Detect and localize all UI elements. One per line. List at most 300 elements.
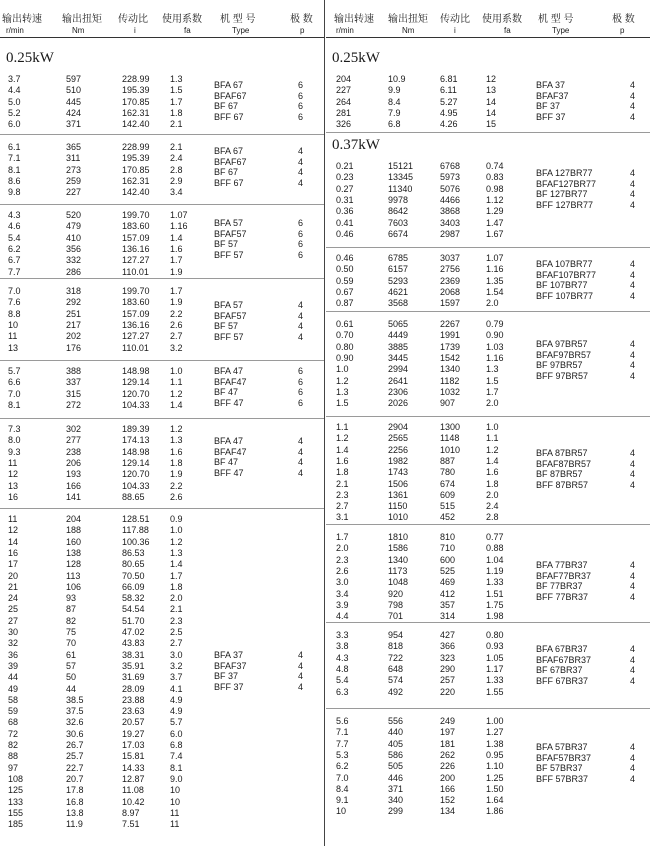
service-factor-cell: 1.17 [486,663,504,674]
ratio-cell: 104.33 [122,399,150,410]
model-type-label: BF 47 [214,457,239,467]
table-row [326,750,650,761]
speed-cell: 3.8 [336,641,349,652]
pole-count: 4 [298,177,304,188]
table-row [0,458,324,469]
pole-count: 4 [630,763,636,773]
model-type-label: BFAF57BR37 [536,752,592,763]
service-factor-cell: 4.9 [170,694,183,705]
service-factor-cell: 0.77 [486,532,504,542]
service-factor-cell: 1.75 [486,599,504,610]
table-row [0,717,324,728]
ratio-cell: 117.88 [122,525,149,536]
ratio-cell: 6768 [440,161,461,171]
speed-cell: 0.23 [336,172,354,183]
torque-cell: 9978 [388,194,409,205]
pole-count: 4 [630,581,636,591]
service-factor-cell: 2.0 [486,398,499,409]
table-row [0,187,324,198]
table-row [326,342,650,353]
ratio-cell: 54.54 [122,604,145,615]
model-type-label: BF 67 [214,101,239,111]
ratio-cell: 199.70 [122,210,150,220]
torque-cell: 648 [388,663,404,674]
service-factor-cell: 4.1 [170,683,183,694]
pole-count: 6 [298,218,304,228]
service-factor-cell: 1.55 [486,686,504,697]
torque-cell: 5065 [388,319,409,329]
service-factor-cell: 1.27 [486,727,504,738]
service-factor-cell: 1.0 [486,422,499,432]
torque-cell: 920 [388,588,404,599]
table-row [326,467,650,478]
service-factor-cell: 1.4 [486,455,499,466]
speed-cell: 11 [8,457,18,468]
ratio-cell: 469 [440,577,456,588]
ratio-cell: 80.65 [122,559,145,570]
service-factor-cell: 1.9 [170,266,183,277]
table-row [326,206,650,217]
header-type-unit: Type [552,26,570,35]
ratio-cell: 357 [440,599,456,610]
torque-cell: 57 [66,660,77,671]
service-factor-cell: 2.0 [170,593,183,604]
pole-count: 4 [630,269,636,280]
speed-cell: 4.8 [336,663,349,674]
ratio-cell: 174.13 [122,435,150,446]
service-factor-cell: 0.93 [486,641,504,652]
torque-cell: 32.6 [66,717,84,728]
service-factor-cell: 1.0 [170,525,183,536]
table-row [0,153,324,164]
ratio-cell: 525 [440,565,456,576]
speed-cell: 11 [8,514,18,524]
speed-cell: 88 [8,751,19,762]
model-type-label: BF 57 [214,239,239,249]
torque-cell: 356 [66,243,82,254]
model-type-label: BFAF57 [214,310,247,321]
ratio-cell: 136.16 [122,319,150,330]
table-row [326,739,650,750]
torque-cell: 2306 [388,386,409,397]
pole-count: 4 [630,752,636,763]
model-type-label: BF 37 [536,101,561,111]
torque-cell: 1048 [388,577,409,588]
service-factor-cell: 1.5 [486,375,499,386]
ratio-cell: 4.95 [440,107,458,118]
ratio-cell: 120.70 [122,388,150,399]
ratio-cell: 148.98 [122,366,150,376]
model-type-label: BFF 37 [214,681,244,692]
torque-cell: 15121 [388,161,414,171]
service-factor-cell: 1.6 [170,446,183,457]
table-row [0,808,324,819]
torque-cell: 227 [66,187,82,198]
model-type-label: BFF 67 [214,111,244,122]
pole-count: 4 [630,189,636,199]
torque-cell: 11.9 [66,819,83,830]
torque-cell: 277 [66,435,82,446]
service-factor-cell: 2.9 [170,175,183,186]
header-poles: 极 数 [290,14,313,25]
pole-count: 6 [298,228,304,239]
torque-cell: 492 [388,686,404,697]
service-factor-cell: 2.8 [486,512,499,523]
speed-cell: 0.70 [336,330,354,341]
torque-cell: 11340 [388,183,413,194]
speed-cell: 0.36 [336,206,354,217]
speed-cell: 185 [8,819,24,830]
speed-cell: 1.6 [336,455,349,466]
speed-cell: 0.31 [336,194,354,205]
table-row [0,616,324,627]
speed-cell: 82 [8,740,19,750]
service-factor-cell: 1.3 [170,74,183,84]
table-row [326,716,650,727]
table-row [0,695,324,706]
service-factor-cell: 13 [486,85,497,96]
torque-cell: 446 [388,772,404,783]
speed-cell: 0.90 [336,352,354,363]
ratio-cell: 183.60 [122,297,150,308]
speed-cell: 2.6 [336,565,349,576]
service-factor-cell: 1.8 [170,581,183,592]
model-type-label: BFAF47 [214,376,247,387]
torque-cell: 206 [66,457,82,468]
speed-cell: 8.0 [8,435,21,446]
service-factor-cell: 0.9 [170,514,183,524]
pole-count: 4 [630,448,636,458]
right-table-header [326,0,650,36]
table-row [326,664,650,675]
torque-cell: 286 [66,266,82,277]
service-factor-cell: 3.0 [170,649,183,660]
model-type-label: BFAF67 [214,90,247,101]
header-torque: 输出扭矩 [62,14,102,25]
table-row [0,548,324,559]
service-factor-cell: 0.98 [486,183,504,194]
table-section [0,40,324,135]
ratio-cell: 170.85 [122,164,150,175]
table-section [0,418,324,509]
table-row [0,537,324,548]
service-factor-cell: 1.51 [486,588,504,599]
service-factor-cell: 6.0 [170,728,183,739]
model-type-label: BF 77BR37 [536,581,583,591]
speed-cell: 3.1 [336,512,349,523]
speed-cell: 10 [8,319,19,330]
torque-cell: 166 [66,480,82,491]
service-factor-cell: 6.8 [170,740,183,750]
header-service-factor: 使用系数 [482,14,522,25]
service-factor-cell: 1.1 [170,377,183,388]
service-factor-cell: 0.90 [486,330,504,341]
service-factor-cell: 2.0 [486,298,499,309]
pole-count: 6 [298,387,304,397]
table-section [326,311,650,417]
ratio-cell: 366 [440,641,456,652]
speed-cell: 1.3 [336,386,349,397]
service-factor-cell: 1.33 [486,577,504,588]
left-table-header [0,0,324,36]
header-service-factor-unit: fa [184,26,191,35]
ratio-cell: 1340 [440,364,461,375]
torque-cell: 701 [388,611,404,622]
model-type-label: BF 107BR77 [536,280,588,290]
speed-cell: 227 [336,85,352,96]
torque-cell: 26.7 [66,740,84,750]
torque-cell: 138 [66,547,82,558]
service-factor-cell: 1.8 [486,478,499,489]
speed-cell: 32 [8,638,19,649]
torque-cell: 2256 [388,444,409,455]
header-ratio-unit: i [134,26,136,35]
service-factor-cell: 1.2 [170,536,183,547]
speed-cell: 0.80 [336,341,354,352]
table-row [0,661,324,672]
ratio-cell: 6.11 [440,85,457,96]
speed-cell: 5.4 [8,232,21,243]
header-type: 机 型 号 [538,14,574,25]
pole-count: 4 [298,331,304,342]
service-factor-cell: 2.2 [170,308,183,319]
table-row [0,210,324,221]
table-section [0,134,324,205]
service-factor-cell: 1.10 [486,761,504,772]
table-row [326,74,650,85]
torque-cell: 9.9 [388,85,401,96]
table-row [0,571,324,582]
torque-cell: 292 [66,297,82,308]
ratio-cell: 195.39 [122,153,150,164]
table-row [326,512,650,523]
speed-cell: 281 [336,107,352,118]
ratio-cell: 142.40 [122,119,150,130]
model-type-label: BFF 77BR37 [536,591,589,602]
service-factor-cell: 1.67 [486,228,504,239]
torque-cell: 1150 [388,501,408,512]
header-type: 机 型 号 [220,14,256,25]
model-type-label: BF 57BR37 [536,763,583,773]
model-type-label: BFF 127BR77 [536,199,594,210]
model-type-label: BFF 47 [214,467,244,478]
ratio-cell: 142.40 [122,187,150,198]
torque-cell: 13.8 [66,807,84,818]
torque-cell: 176 [66,342,82,353]
torque-cell: 1982 [388,455,409,466]
ratio-cell: 127.27 [122,255,150,266]
table-row [0,255,324,266]
table-row [326,264,650,275]
table-row [0,706,324,717]
ratio-cell: 710 [440,543,456,554]
ratio-cell: 43.83 [122,638,145,649]
torque-cell: 61 [66,649,77,660]
service-factor-cell: 1.07 [486,253,504,263]
table-section [0,278,324,361]
torque-cell: 798 [388,599,404,610]
speed-cell: 5.7 [8,366,21,376]
table-row [326,630,650,641]
model-type-label: BFAF57 [214,228,247,239]
ratio-cell: 600 [440,554,456,565]
service-factor-cell: 2.4 [170,153,183,164]
table-row [326,319,650,330]
pole-count: 6 [298,111,304,122]
ratio-cell: 780 [440,467,456,478]
column-divider [324,0,325,846]
model-type-label: BF 67BR37 [536,665,583,675]
speed-cell: 3.0 [336,577,349,588]
ratio-cell: 257 [440,675,456,686]
speed-cell: 6.2 [336,761,349,772]
table-row [326,600,650,611]
pole-count: 4 [298,660,304,671]
torque-cell: 1361 [388,489,409,500]
speed-cell: 7.7 [8,266,21,277]
speed-cell: 2.0 [336,543,349,554]
table-row [326,287,650,298]
ratio-cell: 1597 [440,298,461,309]
model-type-label: BF 87BR57 [536,469,583,479]
ratio-cell: 17.03 [122,740,145,750]
table-row [0,582,324,593]
table-row [326,795,650,806]
pole-count: 4 [630,101,636,111]
torque-cell: 10.9 [388,74,406,84]
table-row [326,490,650,501]
ratio-cell: 19.27 [122,728,145,739]
model-type-label: BFA 47 [214,366,244,376]
pole-count: 6 [298,90,304,101]
table-row [0,604,324,615]
power-heading: 0.37kW [332,137,380,153]
table-row [326,229,650,240]
speed-cell: 0.59 [336,275,354,286]
ratio-cell: 189.39 [122,424,150,434]
pole-count: 4 [630,469,636,479]
pole-count: 4 [630,280,636,290]
torque-cell: 13345 [388,172,414,183]
speed-cell: 27 [8,615,19,626]
torque-cell: 1810 [388,532,409,542]
ratio-cell: 323 [440,652,456,663]
speed-cell: 204 [336,74,352,84]
service-factor-cell: 11 [170,807,180,818]
ratio-cell: 166 [440,783,456,794]
speed-cell: 5.2 [8,107,21,118]
table-row [0,435,324,446]
torque-cell: 30.6 [66,728,84,739]
service-factor-cell: 0.95 [486,749,504,760]
torque-cell: 1506 [388,478,409,489]
ratio-cell: 47.02 [122,627,145,637]
ratio-cell: 7.51 [122,819,140,830]
service-factor-cell: 1.16 [170,221,188,232]
torque-cell: 238 [66,446,82,457]
torque-cell: 302 [66,424,82,434]
torque-cell: 17.8 [66,785,84,796]
torque-cell: 4621 [388,286,409,297]
table-row [326,353,650,364]
ratio-cell: 66.09 [122,581,145,592]
table-row [326,184,650,195]
torque-cell: 25.7 [66,751,84,762]
ratio-cell: 3403 [440,217,461,228]
torque-cell: 50 [66,672,77,683]
ratio-cell: 199.70 [122,286,150,296]
model-type-label: BFA 67 [214,80,244,90]
ratio-cell: 110.01 [122,342,149,353]
service-factor-cell: 14 [486,107,497,118]
service-factor-cell: 1.00 [486,716,504,726]
service-factor-cell: 1.07 [170,210,188,220]
table-section [0,360,324,419]
speed-cell: 25 [8,604,19,615]
torque-cell: 332 [66,255,82,266]
service-factor-cell: 9.0 [170,773,183,784]
torque-cell: 405 [388,738,404,749]
speed-cell: 8.8 [8,308,21,319]
table-section [326,524,650,623]
service-factor-cell: 8.1 [170,762,183,773]
pole-count: 4 [630,560,636,570]
table-row [0,233,324,244]
table-row [326,773,650,784]
table-row [326,589,650,600]
speed-cell: 16 [8,547,19,558]
speed-cell: 14 [8,536,19,547]
ratio-cell: 157.09 [122,232,150,243]
speed-cell: 326 [336,119,352,130]
speed-cell: 20 [8,570,19,581]
service-factor-cell: 1.8 [170,457,183,468]
service-factor-cell: 1.7 [486,386,499,397]
table-row [0,286,324,297]
table-section [326,416,650,525]
service-factor-cell: 1.03 [486,341,504,352]
table-row [0,74,324,85]
speed-cell: 7.6 [8,297,21,308]
torque-cell: 7603 [388,217,409,228]
ratio-cell: 226 [440,761,456,772]
service-factor-cell: 2.7 [170,331,183,342]
torque-cell: 340 [388,795,404,806]
header-torque-unit: Nm [402,26,415,35]
speed-cell: 8.1 [8,164,21,175]
table-row [0,729,324,740]
model-type-label: BFAF87BR57 [536,458,592,469]
service-factor-cell: 1.7 [170,570,183,581]
ratio-cell: 2987 [440,228,461,239]
table-row [326,761,650,772]
speed-cell: 8.6 [8,175,21,186]
speed-cell: 1.2 [336,433,349,444]
service-factor-cell: 15 [486,119,497,130]
speed-cell: 10 [336,806,347,817]
pole-count: 4 [298,167,304,177]
model-type-label: BFF 87BR57 [536,479,589,490]
left-header-rule [0,37,324,38]
model-type-label: BFAF67BR37 [536,654,592,665]
service-factor-cell: 1.12 [486,194,504,205]
speed-cell: 7.0 [336,772,349,783]
ratio-cell: 1739 [440,341,461,352]
table-row [0,763,324,774]
power-heading: 0.25kW [332,50,380,66]
ratio-cell: 1991 [440,330,461,341]
speed-cell: 264 [336,96,352,107]
